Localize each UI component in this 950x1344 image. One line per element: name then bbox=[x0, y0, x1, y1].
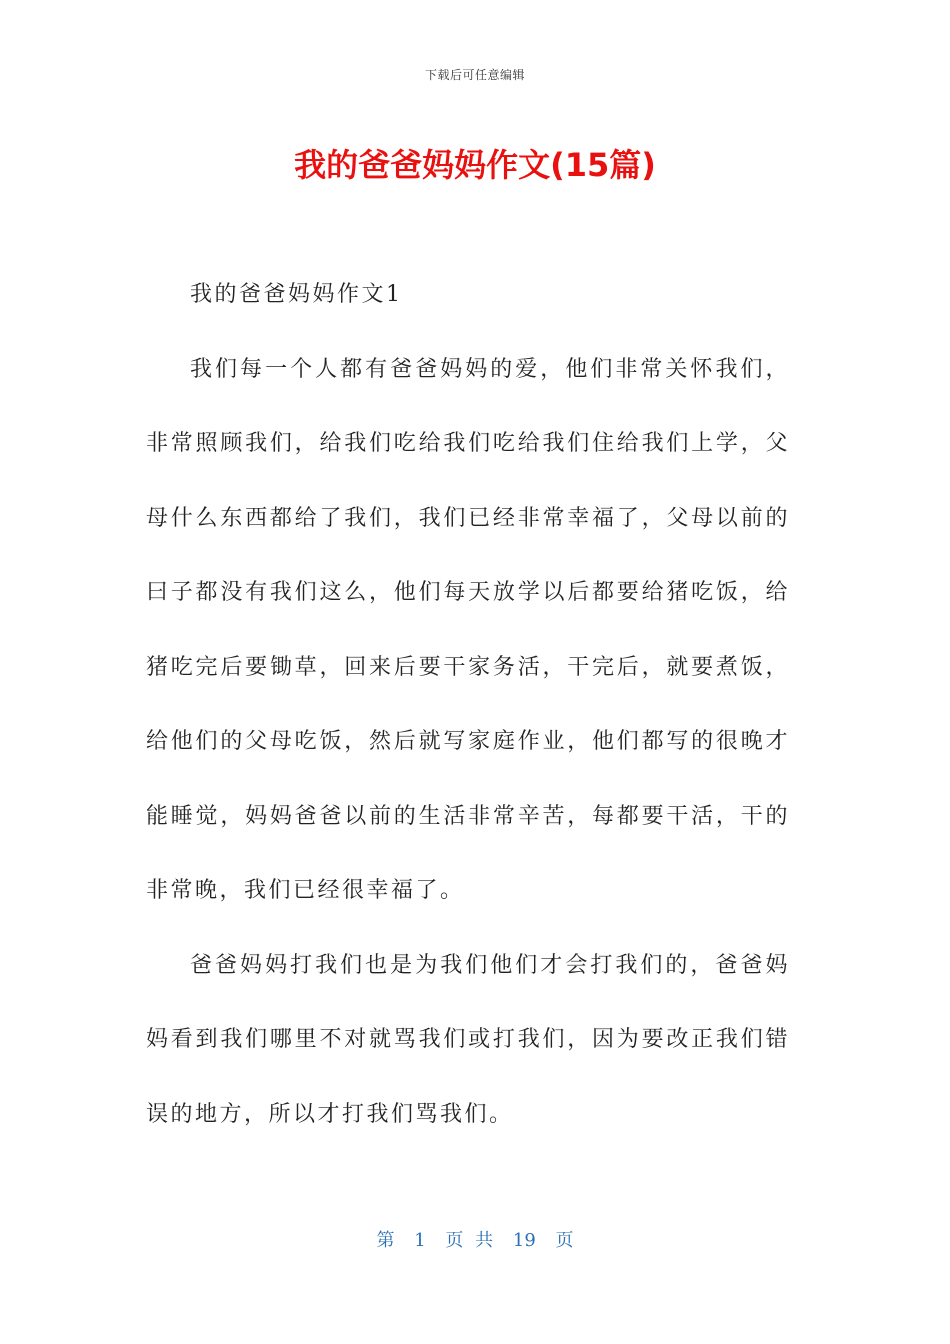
paragraph: 我们每一个人都有爸爸妈妈的爱，他们非常关怀我们，非常照顾我们，给我们吃给我们吃给我们住给我们上学，父母什么东西都给了我们，我们已经非常幸福了，父母以前的曰子都没有我们这么，他们每天放学以后都要给猪吃饭，给猪吃完后要锄草，回来后要干家务活，干完后，就要煮饭，给他们的父母吃饭，然后就写家庭作业，他们都写的很晚才能睡觉，妈妈爸爸以前的生活非常辛苦，每都要干活，干的非常晚，我们已经很幸福了。 bbox=[146, 356, 790, 903]
page-indicator bbox=[0, 1226, 950, 1252]
page-prefix: 第 bbox=[376, 1230, 395, 1251]
paragraph: 爸爸妈妈打我们也是为我们他们才会打我们的，爸爸妈妈看到我们哪里不对就骂我们或打我们，因为要改正我们错误的地方，所以才打我们骂我们。 bbox=[146, 952, 790, 1127]
header-note: 下载后可任意编辑 bbox=[424, 68, 525, 82]
page-middle-text: 页 共 bbox=[445, 1230, 494, 1251]
document-body bbox=[146, 258, 790, 1152]
total-pages-number: 19 bbox=[512, 1230, 536, 1251]
page-suffix: 页 bbox=[555, 1230, 574, 1251]
section-heading: 我的爸爸妈妈作文1 bbox=[190, 282, 403, 307]
document-title: 我的爸爸妈妈作文(15篇) bbox=[294, 146, 656, 184]
current-page-number: 1 bbox=[414, 1230, 426, 1251]
